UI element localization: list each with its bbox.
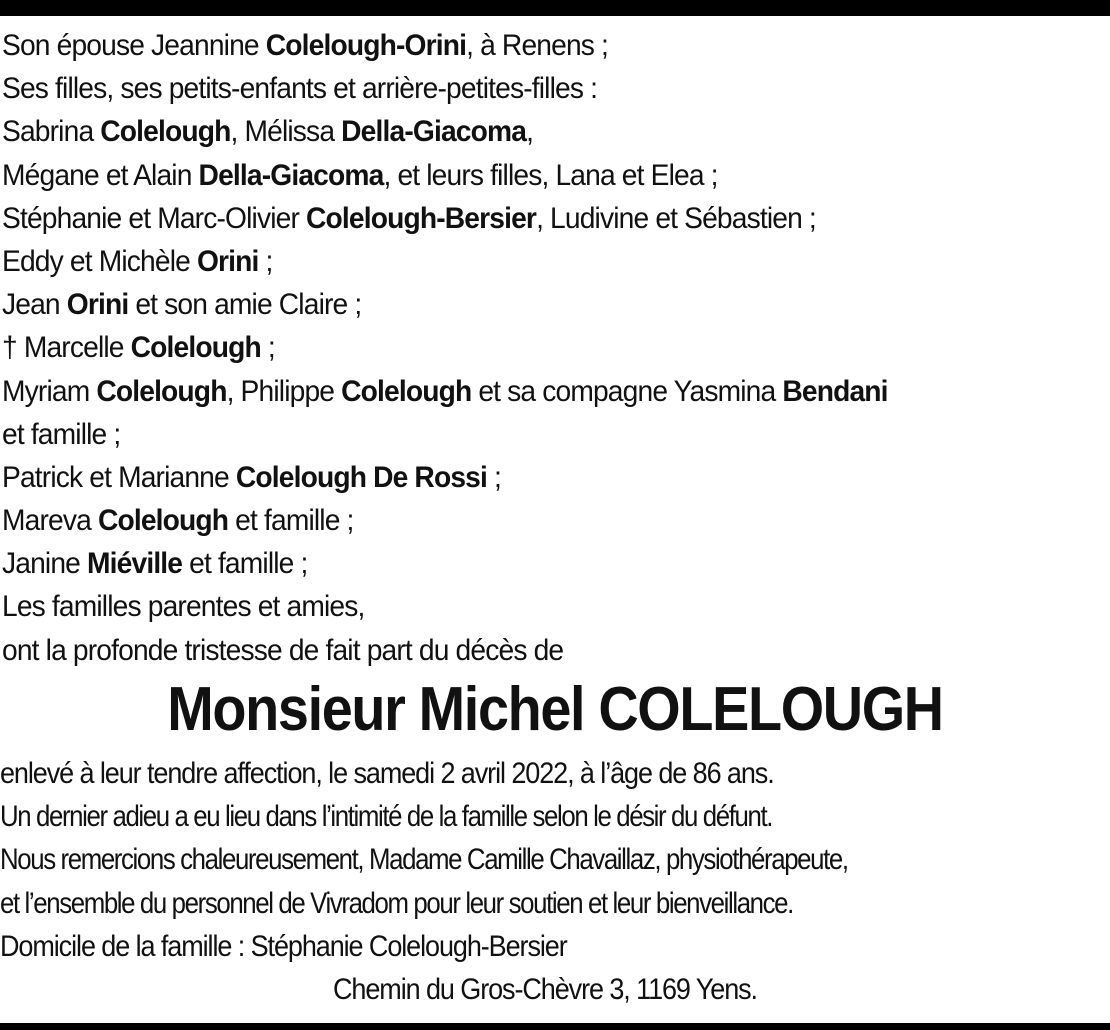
closing-line: Nous remercions chaleureusement, Madame Camille Chavaillaz, physiothérapeute,	[0, 843, 848, 877]
family-line: Son épouse Jeannine Colelough-Orini, à Renens ;	[2, 29, 609, 62]
family-line: Patrick et Marianne Colelough De Rossi ;	[2, 460, 501, 494]
family-line: Ses filles, ses petits-enfants et arrière-petites-filles :	[2, 72, 598, 106]
family-line: † Marcelle Colelough ;	[2, 331, 275, 365]
closing-text	[0, 752, 1110, 1011]
family-line: Les familles parentes et amies,	[2, 590, 365, 624]
family-line: Janine Miéville et famille ;	[2, 547, 308, 581]
family-line: et famille ;	[2, 417, 121, 451]
announcement-intro: ont la profonde tristesse de fait part du décès de	[2, 633, 564, 667]
closing-line: et l’ensemble du personnel de Vivradom pour leur soutien et leur bienveillance.	[0, 886, 793, 920]
family-line: Mareva Colelough et famille ;	[2, 504, 354, 538]
closing-line: Un dernier adieu a eu lieu dans l’intimité de la famille selon le désir du défunt.	[0, 800, 773, 834]
family-line: Sabrina Colelough, Mélissa Della-Giacoma,	[2, 115, 534, 149]
domicile-line: Domicile de la famille : Stéphanie Colelough-Bersier	[0, 929, 567, 963]
family-list	[2, 24, 1108, 672]
address-line: Chemin du Gros-Chèvre 3, 1169 Yens.	[333, 972, 757, 1006]
bottom-border-rule	[0, 1023, 1110, 1030]
family-line: Mégane et Alain Della-Giacoma, et leurs filles, Lana et Elea ;	[2, 158, 718, 192]
family-line: Myriam Colelough, Philippe Colelough et sa compagne Yasmina Bendani	[2, 374, 888, 408]
family-line: Eddy et Michèle Orini ;	[2, 244, 273, 278]
family-line: Stéphanie et Marc-Olivier Colelough-Bersier, Ludivine et Sébastien ;	[2, 201, 816, 235]
top-border-rule	[0, 0, 1110, 16]
deceased-name: Monsieur Michel COLELOUGH	[167, 675, 943, 744]
family-line: Jean Orini et son amie Claire ;	[2, 288, 362, 322]
closing-line: enlevé à leur tendre affection, le samedi 2 avril 2022, à l’âge de 86 ans.	[0, 757, 774, 790]
